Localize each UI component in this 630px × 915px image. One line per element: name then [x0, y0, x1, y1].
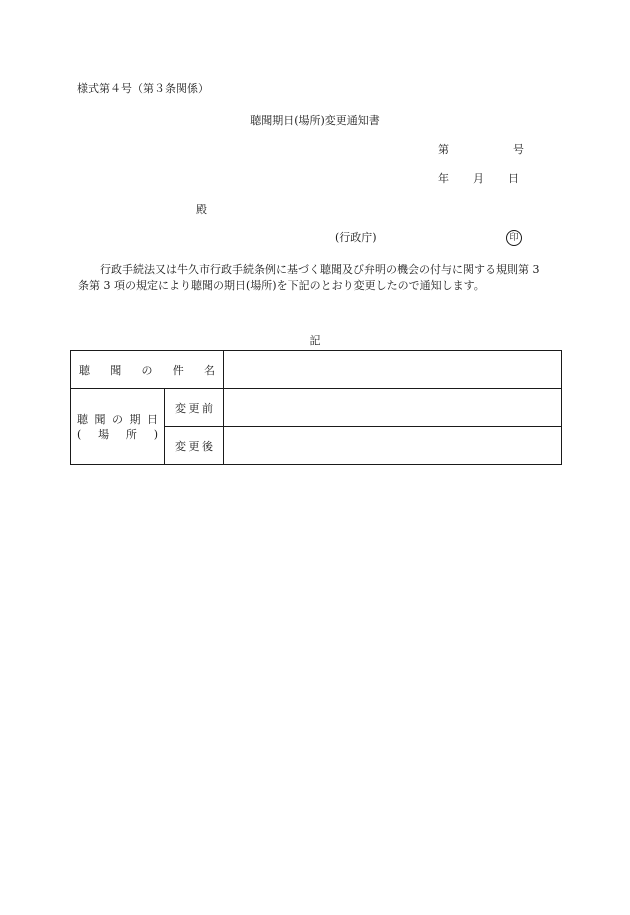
- ki-heading: 記: [309, 334, 321, 347]
- number-suffix: 号: [513, 143, 524, 156]
- case-name-value: [224, 351, 562, 389]
- table-row-before: [71, 389, 562, 427]
- seal-mark: 印: [506, 230, 522, 246]
- table-row-case: [71, 351, 562, 389]
- details-table: [70, 350, 562, 465]
- number-prefix: 第: [438, 143, 449, 156]
- year-label: 年: [438, 172, 449, 185]
- form-number: 様式第４号（第３条関係）: [77, 82, 209, 95]
- before-change-label: 変更前: [165, 389, 224, 427]
- document-number-line: [438, 143, 524, 157]
- day-label: 日: [508, 172, 519, 185]
- date-line: [438, 172, 519, 186]
- document-title: 聴聞期日(場所)変更通知書: [250, 114, 380, 127]
- month-label: 月: [473, 172, 484, 185]
- addressee-honorific: 殿: [196, 203, 207, 216]
- date-place-label: [71, 389, 165, 465]
- after-change-label: 変更後: [165, 427, 224, 465]
- date-label-line1: 聴聞の期日: [77, 412, 158, 426]
- before-change-value: [224, 389, 562, 427]
- date-label-line2: (場所): [77, 427, 158, 441]
- after-change-value: [224, 427, 562, 465]
- agency-label: (行政庁): [335, 231, 377, 244]
- case-name-label: 聴聞の件名: [71, 351, 224, 389]
- body-paragraph: 行政手続法又は牛久市行政手続条例に基づく聴聞及び弁明の機会の付与に関する規則第 3 条第 3 項の規定により聴聞の期日(場所)を下記のとおり変更したので通知します。: [78, 263, 540, 292]
